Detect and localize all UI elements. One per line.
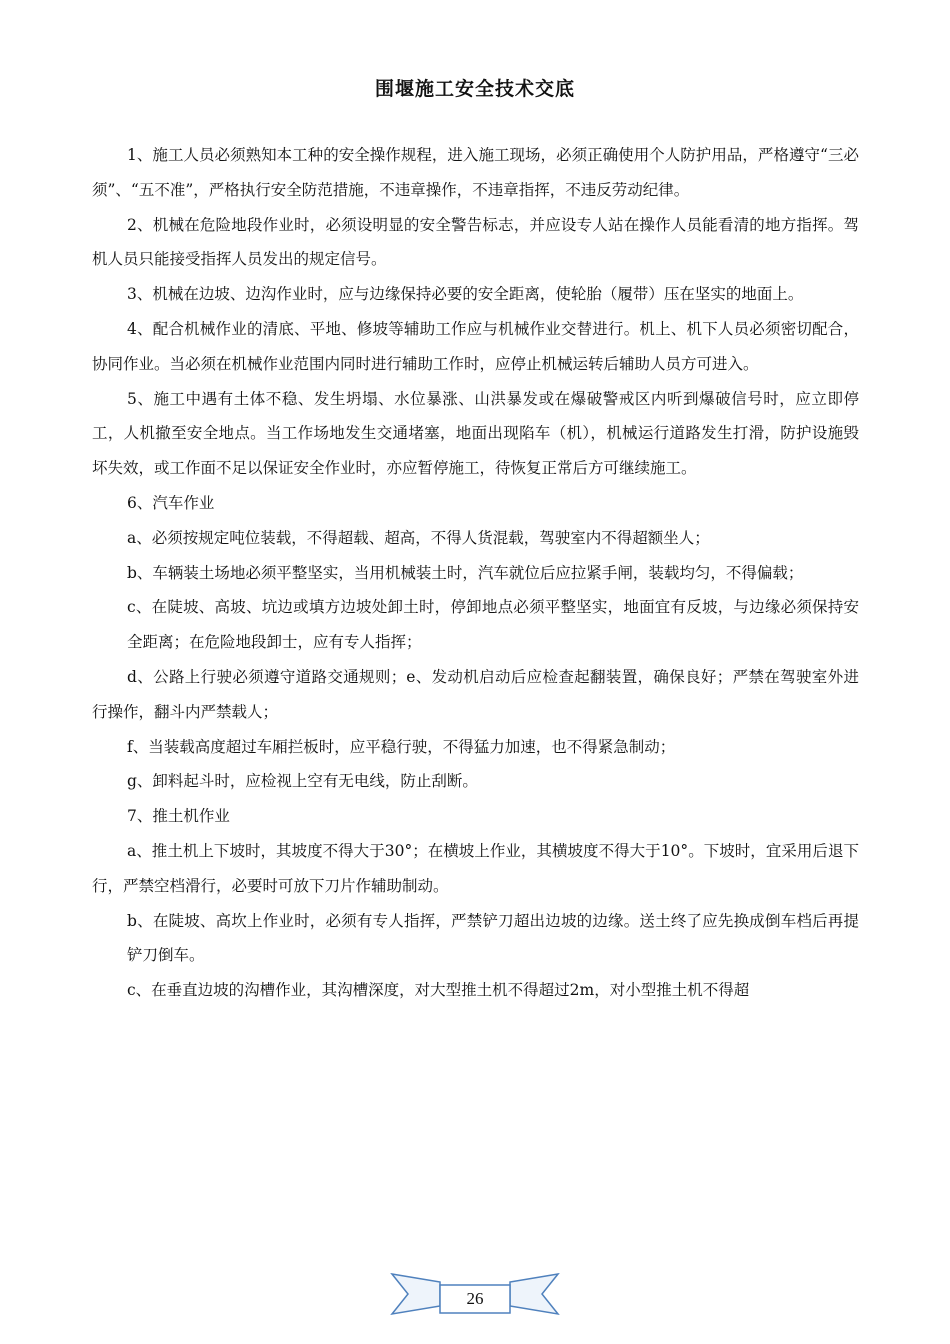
section-heading-bulldozer: 7、推土机作业 (127, 807, 230, 826)
paragraph-4: 4、配合机械作业的清底、平地、修坡等辅助工作应与机械作业交替进行。机上、机下人员必须密切配合，协同作业。当必须在机械作业范围内同时进行辅助工作时，应停止机械运转后辅助人员方可进入。 (92, 319, 859, 373)
list-item-b-bulldozer: b、在陡坡、高坎上作业时，必须有专人指挥，严禁铲刀超出边坡的边缘。送土终了应先换成倒车档后再提铲刀倒车。 (127, 911, 859, 965)
document-title: 围堰施工安全技术交底 (374, 78, 575, 100)
list-item-c: c、在陡坡、高坡、坑边或填方边坡处卸土时，停卸地点必须平整坚实，地面宜有反坡，与边缘必须保持安全距离；在危险地段卸士，应有专人指挥； (127, 598, 859, 652)
list-item-a: a、必须按规定吨位装载，不得超载、超高，不得人货混载，驾驶室内不得超额坐人； (127, 528, 710, 547)
list-item-d-e: d、公路上行驶必须遵守道路交通规则；e、发动机启动后应检查起翻装置，确保良好；严禁在驾驶室外进行操作，翻斗内严禁载人； (92, 667, 859, 721)
list-item-g: g、卸料起斗时，应检视上空有无电线，防止刮断。 (127, 772, 478, 791)
page-footer (0, 1268, 950, 1328)
list-item-f: f、当装载高度超过车厢拦板时，应平稳行驶，不得猛力加速，也不得紧急制动； (127, 737, 676, 756)
list-item-a-bulldozer: a、推土机上下坡时，其坡度不得大于30°；在横坡上作业，其横坡度不得大于10°。下坡时，宜采用后退下行，严禁空档滑行，必要时可放下刀片作辅助制动。 (92, 841, 859, 895)
paragraph-1: 1、施工人员必须熟知本工种的安全操作规程，进入施工现场，必须正确使用个人防护用品，严格遵守“三必须”、“五不准”，严格执行安全防范措施，不违章操作，不违章指挥，不违反劳动纪律。 (92, 146, 859, 199)
list-item-b: b、车辆装土场地必须平整坚实，当用机械装土时，汽车就位后应拉紧手闸，装载均匀，不得偏载； (127, 563, 804, 582)
list-item-c-bulldozer: c、在垂直边坡的沟槽作业，其沟槽深度，对大型推土机不得超过2m，对小型推土机不得超 (127, 981, 750, 1000)
paragraph-3: 3、机械在边坡、边沟作业时，应与边缘保持必要的安全距离，使轮胎（履带）压在坚实的地面上。 (127, 285, 804, 304)
paragraph-5: 5、施工中遇有土体不稳、发生坍塌、水位暴涨、山洪暴发或在爆破警戒区内听到爆破信号时，应立即停工，人机撤至安全地点。当工作场地发生交通堵塞，地面出现陷车（机），机械运行道路发生打滑，防护设施毁坏失效，或工作面不足以保证安全作业时，亦应暂停施工，待恢复正常后方可继续施工。 (92, 389, 859, 478)
section-heading-truck: 6、汽车作业 (127, 493, 215, 512)
document-body (92, 138, 859, 1008)
paragraph-2: 2、机械在危险地段作业时，必须设明显的安全警告标志，并应设专人站在操作人员能看清的地方指挥。驾机人员只能接受指挥人员发出的规定信号。 (92, 215, 859, 269)
page-number: 26 (466, 1289, 484, 1308)
